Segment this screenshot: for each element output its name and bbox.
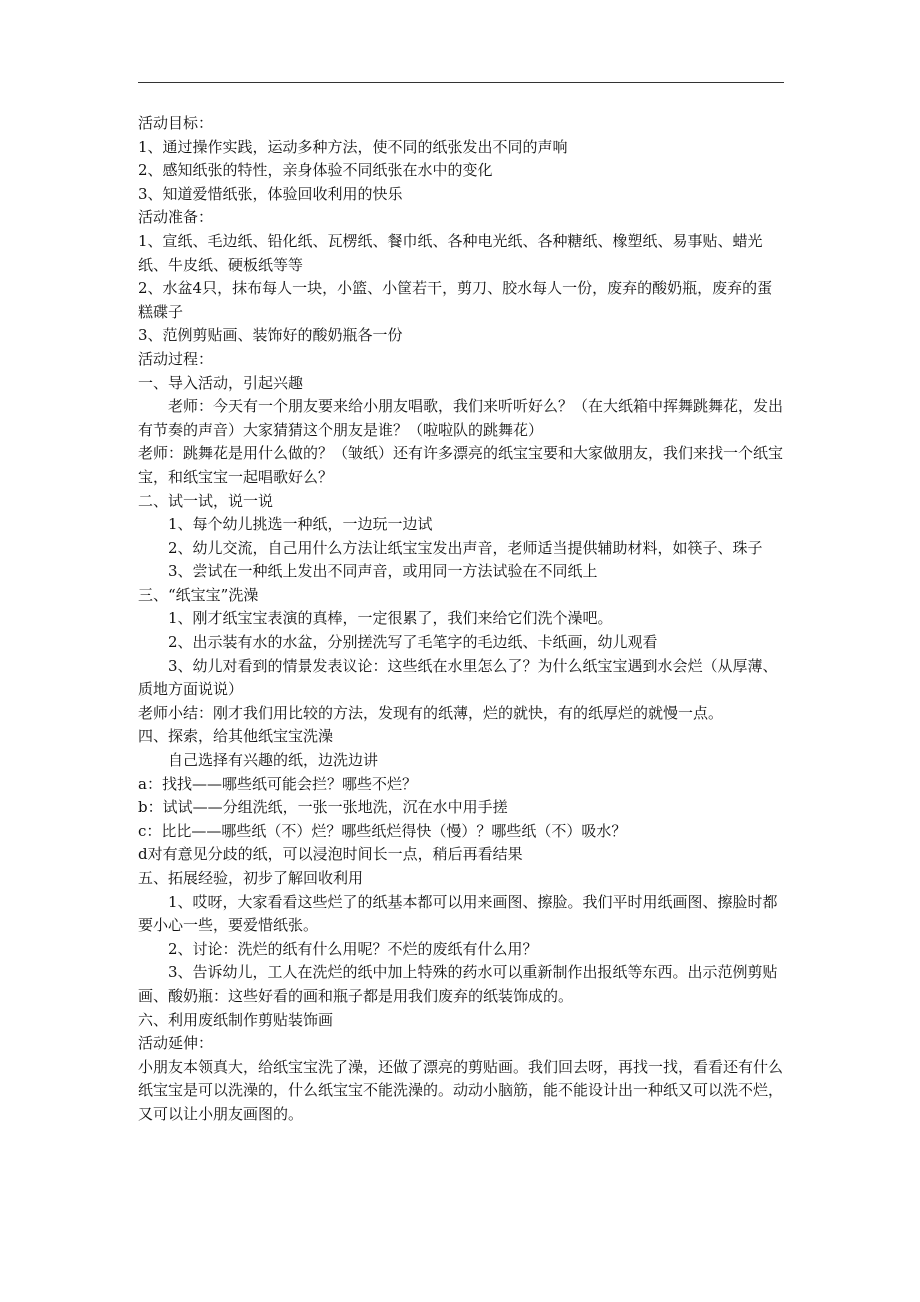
paragraph-line: 活动过程： xyxy=(138,349,214,368)
paragraph-line: 一、导入活动，引起兴趣 xyxy=(138,373,304,392)
paragraph-line: 1、通过操作实践，运动多种方法，使不同的纸张发出不同的声响 xyxy=(138,137,568,156)
paragraph-line: 老师小结：刚才我们用比较的方法，发现有的纸薄，烂的就快，有的纸厚烂的就慢一点。 xyxy=(138,703,724,722)
paragraph-line: 1、刚才纸宝宝表演的真棒，一定很累了，我们来给它们洗个澡吧。 xyxy=(168,609,613,628)
paragraph-line: 1、哎呀，大家看看这些烂了的纸基本都可以用来画图、擦脸。我们平时用纸画图、擦脸时都要小心一些，要爱惜纸张。 xyxy=(138,892,778,935)
paragraph-line: 老师：跳舞花是用什么做的？（皱纸）还有许多漂亮的纸宝宝要和大家做朋友，我们来找一个纸宝宝，和纸宝宝一起唱歌好么？ xyxy=(138,444,784,486)
paragraph-line: b：试试——分组洗纸，一张一张地洗，沉在水中用手搓 xyxy=(138,798,508,817)
paragraph-line: d对有意见分歧的纸，可以浸泡时间长一点，稍后再看结果 xyxy=(138,845,523,864)
paragraph-line: 3、尝试在一种纸上发出不同声音，或用同一方法试验在不同纸上 xyxy=(168,562,598,581)
paragraph-line: a：找找——哪些纸可能会拦？哪些不烂？ xyxy=(138,774,417,793)
paragraph-line: 3、范例剪贴画、装饰好的酸奶瓶各一份 xyxy=(138,326,403,345)
paragraph-line: 2、感知纸张的特性，亲身体验不同纸张在水中的变化 xyxy=(138,161,493,180)
document-body xyxy=(138,112,784,1127)
paragraph-line: 活动延伸： xyxy=(138,1034,214,1053)
paragraph-line: 2、出示装有水的水盆，分别搓洗写了毛笔字的毛边纸、卡纸画，幼儿观看 xyxy=(168,633,658,652)
paragraph-line: 活动目标： xyxy=(138,114,214,132)
header-rule xyxy=(138,82,784,83)
paragraph-line: 3、告诉幼儿，工人在洗烂的纸中加上特殊的药水可以重新制作出报纸等东西。出示范例剪贴画、酸奶瓶：这些好看的画和瓶子都是用我们废弃的纸装饰成的。 xyxy=(138,963,778,1005)
paragraph-line: 活动准备： xyxy=(138,208,214,227)
paragraph-line: 2、水盆4只，抹布每人一块，小篮、小筐若干，剪刀、胶水每人一份，废弃的酸奶瓶，废弃的蛋糕碟子 xyxy=(138,279,773,321)
paragraph-line: 二、试一试，说一说 xyxy=(138,491,274,510)
paragraph-line: 1、每个幼儿挑选一种纸，一边玩一边试 xyxy=(168,515,433,534)
paragraph-line: 1、宣纸、毛边纸、铅化纸、瓦楞纸、餐巾纸、各种电光纸、各种糖纸、橡塑纸、易事贴、蜡光纸、牛皮纸、硬板纸等等 xyxy=(138,231,763,274)
paragraph-line: 老师：今天有一个朋友要来给小朋友唱歌，我们来听听好么？（在大纸箱中挥舞跳舞花，发出有节奏的声音）大家猜猜这个朋友是谁？（啦啦队的跳舞花） xyxy=(138,397,784,439)
paragraph-line: 3、知道爱惜纸张，体验回收利用的快乐 xyxy=(138,184,403,203)
paragraph-line: 2、幼儿交流，自己用什么方法让纸宝宝发出声音，老师适当提供辅助材料，如筷子、珠子 xyxy=(168,538,763,557)
paragraph-line: 2、讨论：洗烂的纸有什么用呢？不烂的废纸有什么用？ xyxy=(168,939,538,958)
paragraph-line: 五、拓展经验，初步了解回收利用 xyxy=(138,869,364,887)
paragraph-line: 小朋友本领真大，给纸宝宝洗了澡，还做了漂亮的剪贴画。我们回去呀，再找一找，看看还有什么纸宝宝是可以洗澡的，什么纸宝宝不能洗澡的。动动小脑筋，能不能设计出一种纸又可以洗不烂，又可以让小朋友画图的。 xyxy=(138,1057,784,1123)
paragraph-line: 六、利用废纸制作剪贴装饰画 xyxy=(138,1010,334,1029)
paragraph-line: 自己选择有兴趣的纸，边洗边讲 xyxy=(168,751,379,770)
paragraph-line: c：比比——哪些纸（不）烂？哪些纸烂得快（慢）？哪些纸（不）吸水？ xyxy=(138,821,627,840)
paragraph-line: 三、“纸宝宝”洗澡 xyxy=(138,585,259,604)
paragraph-line: 四、探索，给其他纸宝宝洗澡 xyxy=(138,727,334,746)
paragraph-line: 3、幼儿对看到的情景发表议论：这些纸在水里怎么了？为什么纸宝宝遇到水会烂（从厚薄、质地方面说说） xyxy=(138,656,778,699)
